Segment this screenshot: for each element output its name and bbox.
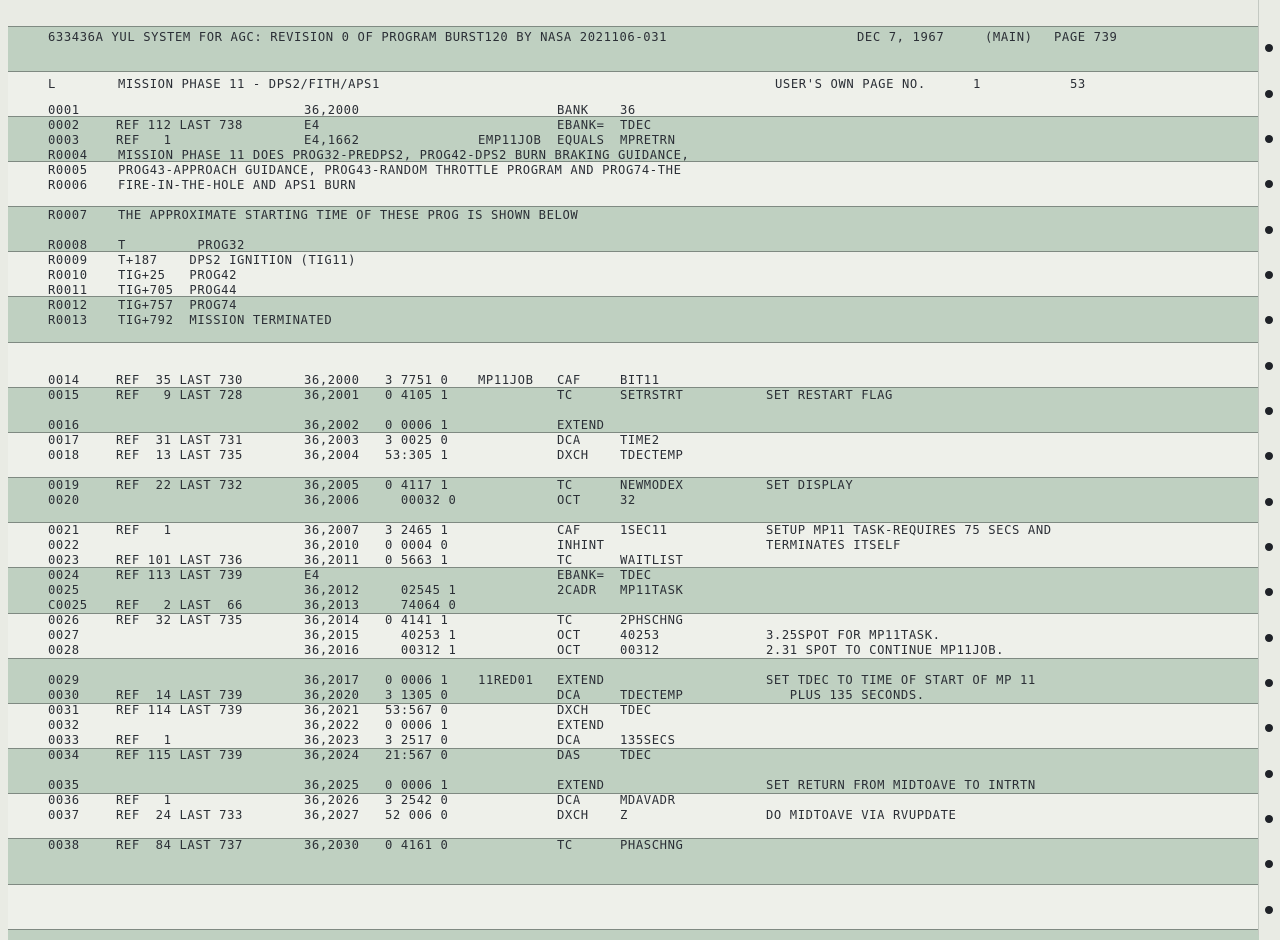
listing-remark: THE APPROXIMATE STARTING TIME OF THESE PROG IS SHOWN BELOW — [118, 208, 579, 222]
listing-seq: 0015 — [48, 388, 80, 402]
listing-op: EXTEND — [557, 673, 605, 687]
listing-op: INHINT — [557, 538, 605, 552]
listing-ref: REF 1 — [116, 133, 172, 147]
listing-seq: 0038 — [48, 838, 80, 852]
listing-seq: 0018 — [48, 448, 80, 462]
listing-seq: R0008 — [48, 238, 88, 252]
listing-ref: REF 1 — [116, 793, 172, 807]
listing-op: EXTEND — [557, 778, 605, 792]
listing-op: EBANK= — [557, 568, 605, 582]
listing-seq: R0011 — [48, 283, 88, 297]
listing-word: 0 0006 1 — [385, 673, 449, 687]
feed-hole-icon — [1265, 316, 1273, 324]
listing-loc: E4 — [304, 568, 320, 582]
listing-loc: 36,2022 — [304, 718, 360, 732]
listing-comment: SET TDEC TO TIME OF START OF MP 11 — [766, 673, 1036, 687]
listing-loc: 36,2024 — [304, 748, 360, 762]
feed-hole-icon — [1265, 226, 1273, 234]
listing-word: 0 4141 1 — [385, 613, 449, 627]
listing-word: 0 5663 1 — [385, 553, 449, 567]
listing-comment: PLUS 135 SECONDS. — [766, 688, 925, 702]
listing-loc: 36,2014 — [304, 613, 360, 627]
listing-addr: TDEC — [620, 748, 652, 762]
listing-seq: 0021 — [48, 523, 80, 537]
listing-ref: REF 1 — [116, 733, 172, 747]
listing-loc: 36,2012 — [304, 583, 360, 597]
feed-hole-icon — [1265, 860, 1273, 868]
listing-remark: FIRE-IN-THE-HOLE AND APS1 BURN — [118, 178, 357, 192]
listing-loc: 36,2017 — [304, 673, 360, 687]
feed-hole-icon — [1265, 407, 1273, 415]
listing-op: DCA — [557, 433, 581, 447]
listing-seq: 0037 — [48, 808, 80, 822]
listing-addr: PHASCHNG — [620, 838, 684, 852]
listing-remark: T PROG32 — [118, 238, 245, 252]
listing-remark: TIG+25 PROG42 — [118, 268, 238, 282]
feed-hole-icon — [1265, 815, 1273, 823]
listing-loc: 36,2023 — [304, 733, 360, 747]
listing-loc: 36,2005 — [304, 478, 360, 492]
listing-seq: R0009 — [48, 253, 88, 267]
listing-ref: REF 24 LAST 733 — [116, 808, 243, 822]
listing-op: OCT — [557, 643, 581, 657]
listing-ref: REF 115 LAST 739 — [116, 748, 243, 762]
listing-ref: REF 113 LAST 739 — [116, 568, 243, 582]
listing-word: 00032 0 — [385, 493, 457, 507]
feed-hole-icon — [1265, 770, 1273, 778]
feed-hole-icon — [1265, 180, 1273, 188]
listing-loc: 36,2010 — [304, 538, 360, 552]
listing-word: 3 7751 0 — [385, 373, 449, 387]
listing-loc: 36,2015 — [304, 628, 360, 642]
listing-op: DXCH — [557, 703, 589, 717]
listing-word: 02545 1 — [385, 583, 457, 597]
user-page-label: USER'S OWN PAGE NO. — [775, 77, 926, 91]
listing-ref: REF 114 LAST 739 — [116, 703, 243, 717]
listing-seq: 0023 — [48, 553, 80, 567]
listing-seq: 0017 — [48, 433, 80, 447]
listing-ref: REF 35 LAST 730 — [116, 373, 243, 387]
listing-seq: R0004 — [48, 148, 88, 162]
listing-seq: 0031 — [48, 703, 80, 717]
listing-op: OCT — [557, 628, 581, 642]
listing-seq: 0028 — [48, 643, 80, 657]
listing-seq: 0027 — [48, 628, 80, 642]
feed-hole-icon — [1265, 452, 1273, 460]
listing-addr: 00312 — [620, 643, 660, 657]
feed-hole-icon — [1265, 588, 1273, 596]
listing-addr: TDEC — [620, 703, 652, 717]
listing-addr: 32 — [620, 493, 636, 507]
listing-addr: 40253 — [620, 628, 660, 642]
listing-addr: BIT11 — [620, 373, 660, 387]
listing-addr: TDECTEMP — [620, 688, 684, 702]
listing-ref: REF 112 LAST 738 — [116, 118, 243, 132]
listing-addr: 2PHSCHNG — [620, 613, 684, 627]
page-code: 53 — [1070, 77, 1086, 91]
listing-addr: WAITLIST — [620, 553, 684, 567]
listing-ref: REF 14 LAST 739 — [116, 688, 243, 702]
listing-loc: 36,2002 — [304, 418, 360, 432]
listing-addr: SETRSTRT — [620, 388, 684, 402]
paper-band — [8, 884, 1259, 930]
listing-addr: NEWMODEX — [620, 478, 684, 492]
listing-seq: 0003 — [48, 133, 80, 147]
listing-op: CAF — [557, 373, 581, 387]
listing-seq: 0029 — [48, 673, 80, 687]
listing-word: 0 4161 0 — [385, 838, 449, 852]
listing-remark: MISSION PHASE 11 DOES PROG32-PREDPS2, PROG42-DPS2 BURN BRAKING GUIDANCE, — [118, 148, 690, 162]
listing-comment: 3.25SPOT FOR MP11TASK. — [766, 628, 941, 642]
listing-word: 53:567 0 — [385, 703, 449, 717]
listing-word: 0 0006 1 — [385, 418, 449, 432]
listing-remark: TIG+792 MISSION TERMINATED — [118, 313, 333, 327]
listing-comment: SET DISPLAY — [766, 478, 854, 492]
listing-op: DAS — [557, 748, 581, 762]
listing-remark: TIG+705 PROG44 — [118, 283, 238, 297]
listing-word: 53:305 1 — [385, 448, 449, 462]
listing-loc: 36,2021 — [304, 703, 360, 717]
listing-seq: 0022 — [48, 538, 80, 552]
listing-seq: 0035 — [48, 778, 80, 792]
listing-comment: SET RESTART FLAG — [766, 388, 893, 402]
feed-hole-icon — [1265, 44, 1273, 52]
listing-op: TC — [557, 613, 573, 627]
feed-hole-icon — [1265, 271, 1273, 279]
listing-op: DXCH — [557, 808, 589, 822]
listing-op: TC — [557, 388, 573, 402]
listing-word: 0 0006 1 — [385, 778, 449, 792]
listing-op: 2CADR — [557, 583, 597, 597]
listing-addr: MPRETRN — [620, 133, 676, 147]
listing-op: OCT — [557, 493, 581, 507]
listing-seq: 0033 — [48, 733, 80, 747]
user-page-number: 1 — [973, 77, 981, 91]
listing-word: 74064 0 — [385, 598, 457, 612]
listing-ref: REF 101 LAST 736 — [116, 553, 243, 567]
listing-ref: REF 31 LAST 731 — [116, 433, 243, 447]
listing-op: TC — [557, 478, 573, 492]
listing-ref: REF 1 — [116, 523, 172, 537]
listing-loc: E4,1662 — [304, 133, 360, 147]
listing-op: DXCH — [557, 448, 589, 462]
listing-remark: T+187 DPS2 IGNITION (TIG11) — [118, 253, 357, 267]
listing-seq: 0024 — [48, 568, 80, 582]
listing-remark: PROG43-APPROACH GUIDANCE, PROG43-RANDOM THROTTLE PROGRAM AND PROG74-THE — [118, 163, 682, 177]
listing-comment: TERMINATES ITSELF — [766, 538, 901, 552]
feed-hole-icon — [1265, 362, 1273, 370]
listing-word: 00312 1 — [385, 643, 457, 657]
listing-ref: REF 13 LAST 735 — [116, 448, 243, 462]
listing-comment: DO MIDTOAVE VIA RVUPDATE — [766, 808, 957, 822]
listing-op: DCA — [557, 688, 581, 702]
listing-addr: TDEC — [620, 118, 652, 132]
listing-seq: 0036 — [48, 793, 80, 807]
listing-word: 21:567 0 — [385, 748, 449, 762]
listing-loc: 36,2007 — [304, 523, 360, 537]
listing-seq: 0020 — [48, 493, 80, 507]
feed-hole-icon — [1265, 543, 1273, 551]
listing-comment: SETUP MP11 TASK-REQUIRES 75 SECS AND — [766, 523, 1052, 537]
listing-seq: 0032 — [48, 718, 80, 732]
listing-seq: 0001 — [48, 103, 80, 117]
listing-op: TC — [557, 553, 573, 567]
feed-hole-icon — [1265, 90, 1273, 98]
listing-seq: 0026 — [48, 613, 80, 627]
listing-loc: 36,2006 — [304, 493, 360, 507]
listing-word: 3 1305 0 — [385, 688, 449, 702]
listing-op: EBANK= — [557, 118, 605, 132]
listing-loc: 36,2000 — [304, 373, 360, 387]
listing-loc: 36,2026 — [304, 793, 360, 807]
listing-word: 0 4117 1 — [385, 478, 449, 492]
listing-remark: TIG+757 PROG74 — [118, 298, 238, 312]
listing-op: EQUALS — [557, 133, 605, 147]
header-title: 633436A YUL SYSTEM FOR AGC: REVISION 0 OF PROGRAM BURST120 BY NASA 2021106-031 — [48, 30, 668, 44]
listing-addr: 135SECS — [620, 733, 676, 747]
listing-word: 3 0025 0 — [385, 433, 449, 447]
listing-word: 0 0006 1 — [385, 718, 449, 732]
listing-op: TC — [557, 838, 573, 852]
listing-seq: 0016 — [48, 418, 80, 432]
mission-phase-title: MISSION PHASE 11 - DPS2/FITH/APS1 — [118, 77, 380, 91]
listing-word: 3 2542 0 — [385, 793, 449, 807]
listing-op: DCA — [557, 733, 581, 747]
listing-loc: 36,2001 — [304, 388, 360, 402]
listing-addr: 36 — [620, 103, 636, 117]
listing-seq: 0014 — [48, 373, 80, 387]
listing-seq: R0005 — [48, 163, 88, 177]
listing-tag: EMP11JOB — [478, 133, 542, 147]
listing-loc: 36,2030 — [304, 838, 360, 852]
listing-ref: REF 32 LAST 735 — [116, 613, 243, 627]
listing-word: 3 2465 1 — [385, 523, 449, 537]
feed-hole-icon — [1265, 906, 1273, 914]
listing-loc: 36,2011 — [304, 553, 360, 567]
listing-seq: 0019 — [48, 478, 80, 492]
listing-addr: TDECTEMP — [620, 448, 684, 462]
header-date: DEC 7, 1967 — [857, 30, 945, 44]
listing-word: 40253 1 — [385, 628, 457, 642]
listing-comment: SET RETURN FROM MIDTOAVE TO INTRTN — [766, 778, 1036, 792]
listing-loc: 36,2027 — [304, 808, 360, 822]
listing-ref: REF 9 LAST 728 — [116, 388, 243, 402]
feed-hole-icon — [1265, 634, 1273, 642]
header-main: (MAIN) — [985, 30, 1033, 44]
perforation-line — [1258, 0, 1259, 935]
listing-seq: R0006 — [48, 178, 88, 192]
feed-hole-icon — [1265, 135, 1273, 143]
listing-addr: TDEC — [620, 568, 652, 582]
listing-loc: E4 — [304, 118, 320, 132]
listing-loc: 36,2020 — [304, 688, 360, 702]
listing-seq: R0013 — [48, 313, 88, 327]
listing-ref: REF 2 LAST 66 — [116, 598, 243, 612]
listing-word: 3 2517 0 — [385, 733, 449, 747]
listing-ref: REF 22 LAST 732 — [116, 478, 243, 492]
listing-seq: 0025 — [48, 583, 80, 597]
listing-ref: REF 84 LAST 737 — [116, 838, 243, 852]
listing-seq: R0012 — [48, 298, 88, 312]
listing-type: L — [48, 77, 56, 91]
listing-seq: C0025 — [48, 598, 88, 612]
listing-op: EXTEND — [557, 418, 605, 432]
listing-loc: 36,2016 — [304, 643, 360, 657]
listing-op: CAF — [557, 523, 581, 537]
listing-word: 0 4105 1 — [385, 388, 449, 402]
listing-seq: 0030 — [48, 688, 80, 702]
listing-addr: Z — [620, 808, 628, 822]
listing-comment: 2.31 SPOT TO CONTINUE MP11JOB. — [766, 643, 1005, 657]
feed-hole-icon — [1265, 724, 1273, 732]
listing-loc: 36,2000 — [304, 103, 360, 117]
listing-word: 52 006 0 — [385, 808, 449, 822]
listing-seq: 0034 — [48, 748, 80, 762]
listing-op: EXTEND — [557, 718, 605, 732]
listing-loc: 36,2004 — [304, 448, 360, 462]
listing-word: 0 0004 0 — [385, 538, 449, 552]
listing-addr: 1SEC11 — [620, 523, 668, 537]
header-page: PAGE 739 — [1054, 30, 1118, 44]
feed-hole-icon — [1265, 679, 1273, 687]
listing-addr: MDAVADR — [620, 793, 676, 807]
listing-op: BANK — [557, 103, 589, 117]
listing-addr: MP11TASK — [620, 583, 684, 597]
listing-tag: MP11JOB — [478, 373, 534, 387]
listing-seq: R0007 — [48, 208, 88, 222]
listing-addr: TIME2 — [620, 433, 660, 447]
listing-tag: 11RED01 — [478, 673, 534, 687]
feed-hole-icon — [1265, 498, 1273, 506]
listing-loc: 36,2013 — [304, 598, 360, 612]
listing-loc: 36,2003 — [304, 433, 360, 447]
listing-op: DCA — [557, 793, 581, 807]
listing-seq: R0010 — [48, 268, 88, 282]
listing-loc: 36,2025 — [304, 778, 360, 792]
listing-seq: 0002 — [48, 118, 80, 132]
